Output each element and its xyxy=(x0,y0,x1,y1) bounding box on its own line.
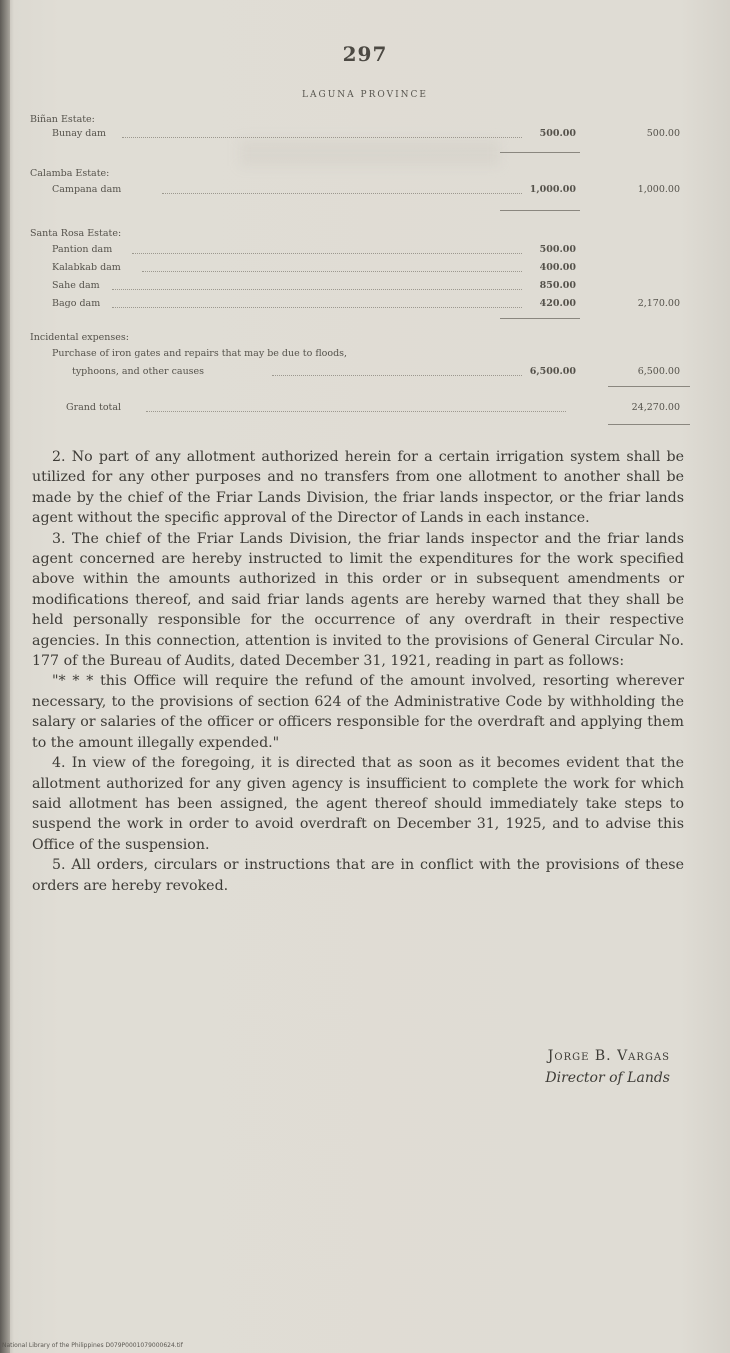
quoted-circular: "* * * this Office will require the refund of the amount involved, resorting wherever necessary, to the provisions of section 624 of the Administrative Code by withholding the salary or salaries of the officer or officers responsible for the overdraft and applying them to the amount illegally expended." xyxy=(32,673,684,751)
line-amount: 400.00 xyxy=(539,262,576,273)
estate-block-binan xyxy=(30,108,690,154)
leader-dots xyxy=(162,193,522,194)
allotment-line xyxy=(52,128,682,144)
subtotal-rule xyxy=(500,318,580,319)
estate-title: Biñan Estate: xyxy=(30,114,95,125)
paragraph-5: 5. All orders, circulars or instructions that are in conflict with the provisions of these orders are hereby revoked. xyxy=(32,857,684,894)
grand-total-line xyxy=(66,402,682,418)
estate-block-santa-rosa xyxy=(30,216,690,320)
paragraph-2: 2. No part of any allotment authorized herein for a certain irrigation system shall be utilized for any other purposes and no transfers from one allotment to another shall be made by the chief of the Friar Lands Division, the friar lands inspector, or the friar lands agent without the specific approval of the Director of Lands in each instance. xyxy=(32,449,684,527)
line-amount: 850.00 xyxy=(539,280,576,291)
grand-total-rule-top xyxy=(608,386,690,387)
line-label: Pantion dam xyxy=(52,244,113,255)
line-label: Kalabkab dam xyxy=(52,262,121,273)
leader-dots xyxy=(142,271,522,272)
allotment-line xyxy=(52,244,682,260)
leader-dots xyxy=(146,411,566,412)
line-label: typhoons, and other causes xyxy=(72,366,205,377)
signatory-title: Director of Lands xyxy=(545,1070,670,1086)
line-label: Bunay dam xyxy=(52,128,107,139)
estate-block-calamba xyxy=(30,154,690,216)
line-total: 500.00 xyxy=(646,128,680,139)
allotment-line xyxy=(52,348,682,364)
leader-dots xyxy=(132,253,522,254)
line-amount: 500.00 xyxy=(539,128,576,139)
grand-total-label: Grand total xyxy=(66,402,122,413)
leader-dots xyxy=(272,375,522,376)
book-spine-shadow xyxy=(0,0,10,1353)
subtotal-rule xyxy=(500,210,580,211)
allotment-line xyxy=(52,184,682,200)
province-heading: LAGUNA PROVINCE xyxy=(302,90,428,100)
scan-footer: National Library of the Philippines D079P0001079000624.tif xyxy=(2,1342,183,1349)
allotment-line xyxy=(72,366,682,382)
line-amount: 6,500.00 xyxy=(529,366,576,377)
signatory-name: Jorge B. Vargas xyxy=(547,1048,670,1064)
allotment-line xyxy=(52,280,682,296)
allotment-line xyxy=(52,298,682,314)
line-label: Sahe dam xyxy=(52,280,100,291)
grand-total-rule-bottom xyxy=(608,424,690,425)
leader-dots xyxy=(112,307,522,308)
leader-dots xyxy=(112,289,522,290)
estate-title: Incidental expenses: xyxy=(30,332,129,343)
line-label: Bago dam xyxy=(52,298,101,309)
line-label: Purchase of iron gates and repairs that may be due to floods, xyxy=(52,348,348,359)
grand-total-amount: 24,270.00 xyxy=(631,402,680,413)
line-total: 6,500.00 xyxy=(637,366,680,377)
estate-title: Calamba Estate: xyxy=(30,168,110,179)
allotment-table xyxy=(30,108,690,426)
paragraph-3: 3. The chief of the Friar Lands Division, the friar lands inspector and the friar lands agent concerned are hereby instructed to limit the expenditures for the work specified above within the amounts authorized in this order or in subsequent amendments or modifications thereof, and said friar lands agents are hereby warned that they shall be held personally responsible for the occurrence of any overdraft in their respective agencies. In this connection, attention is invited to the provisions of General Circular No. 177 of the Bureau of Audits, dated December 31, 1921, reading in part as follows: xyxy=(32,530,684,670)
grand-total-block xyxy=(30,386,690,426)
line-amount: 1,000.00 xyxy=(529,184,576,195)
leader-dots xyxy=(122,137,522,138)
line-total: 1,000.00 xyxy=(637,184,680,195)
incidental-expenses-block xyxy=(30,320,690,386)
allotment-line xyxy=(52,262,682,278)
paragraph-4: 4. In view of the foregoing, it is directed that as soon as it becomes evident that the allotment authorized for any given agency is insufficient to complete the work for which said allotment has been assigned, the agent thereof should immediately take steps to suspend the work in order to avoid overdraft on December 31, 1925, and to advise this Office of the suspension. xyxy=(32,755,684,853)
line-amount: 500.00 xyxy=(539,244,576,255)
estate-title: Santa Rosa Estate: xyxy=(30,228,122,239)
line-amount: 420.00 xyxy=(539,298,576,309)
order-body xyxy=(32,447,684,896)
signature-block xyxy=(545,1045,670,1089)
line-total: 2,170.00 xyxy=(637,298,680,309)
line-label: Campana dam xyxy=(52,184,122,195)
subtotal-rule xyxy=(500,152,580,153)
page-number: 297 xyxy=(342,42,388,66)
